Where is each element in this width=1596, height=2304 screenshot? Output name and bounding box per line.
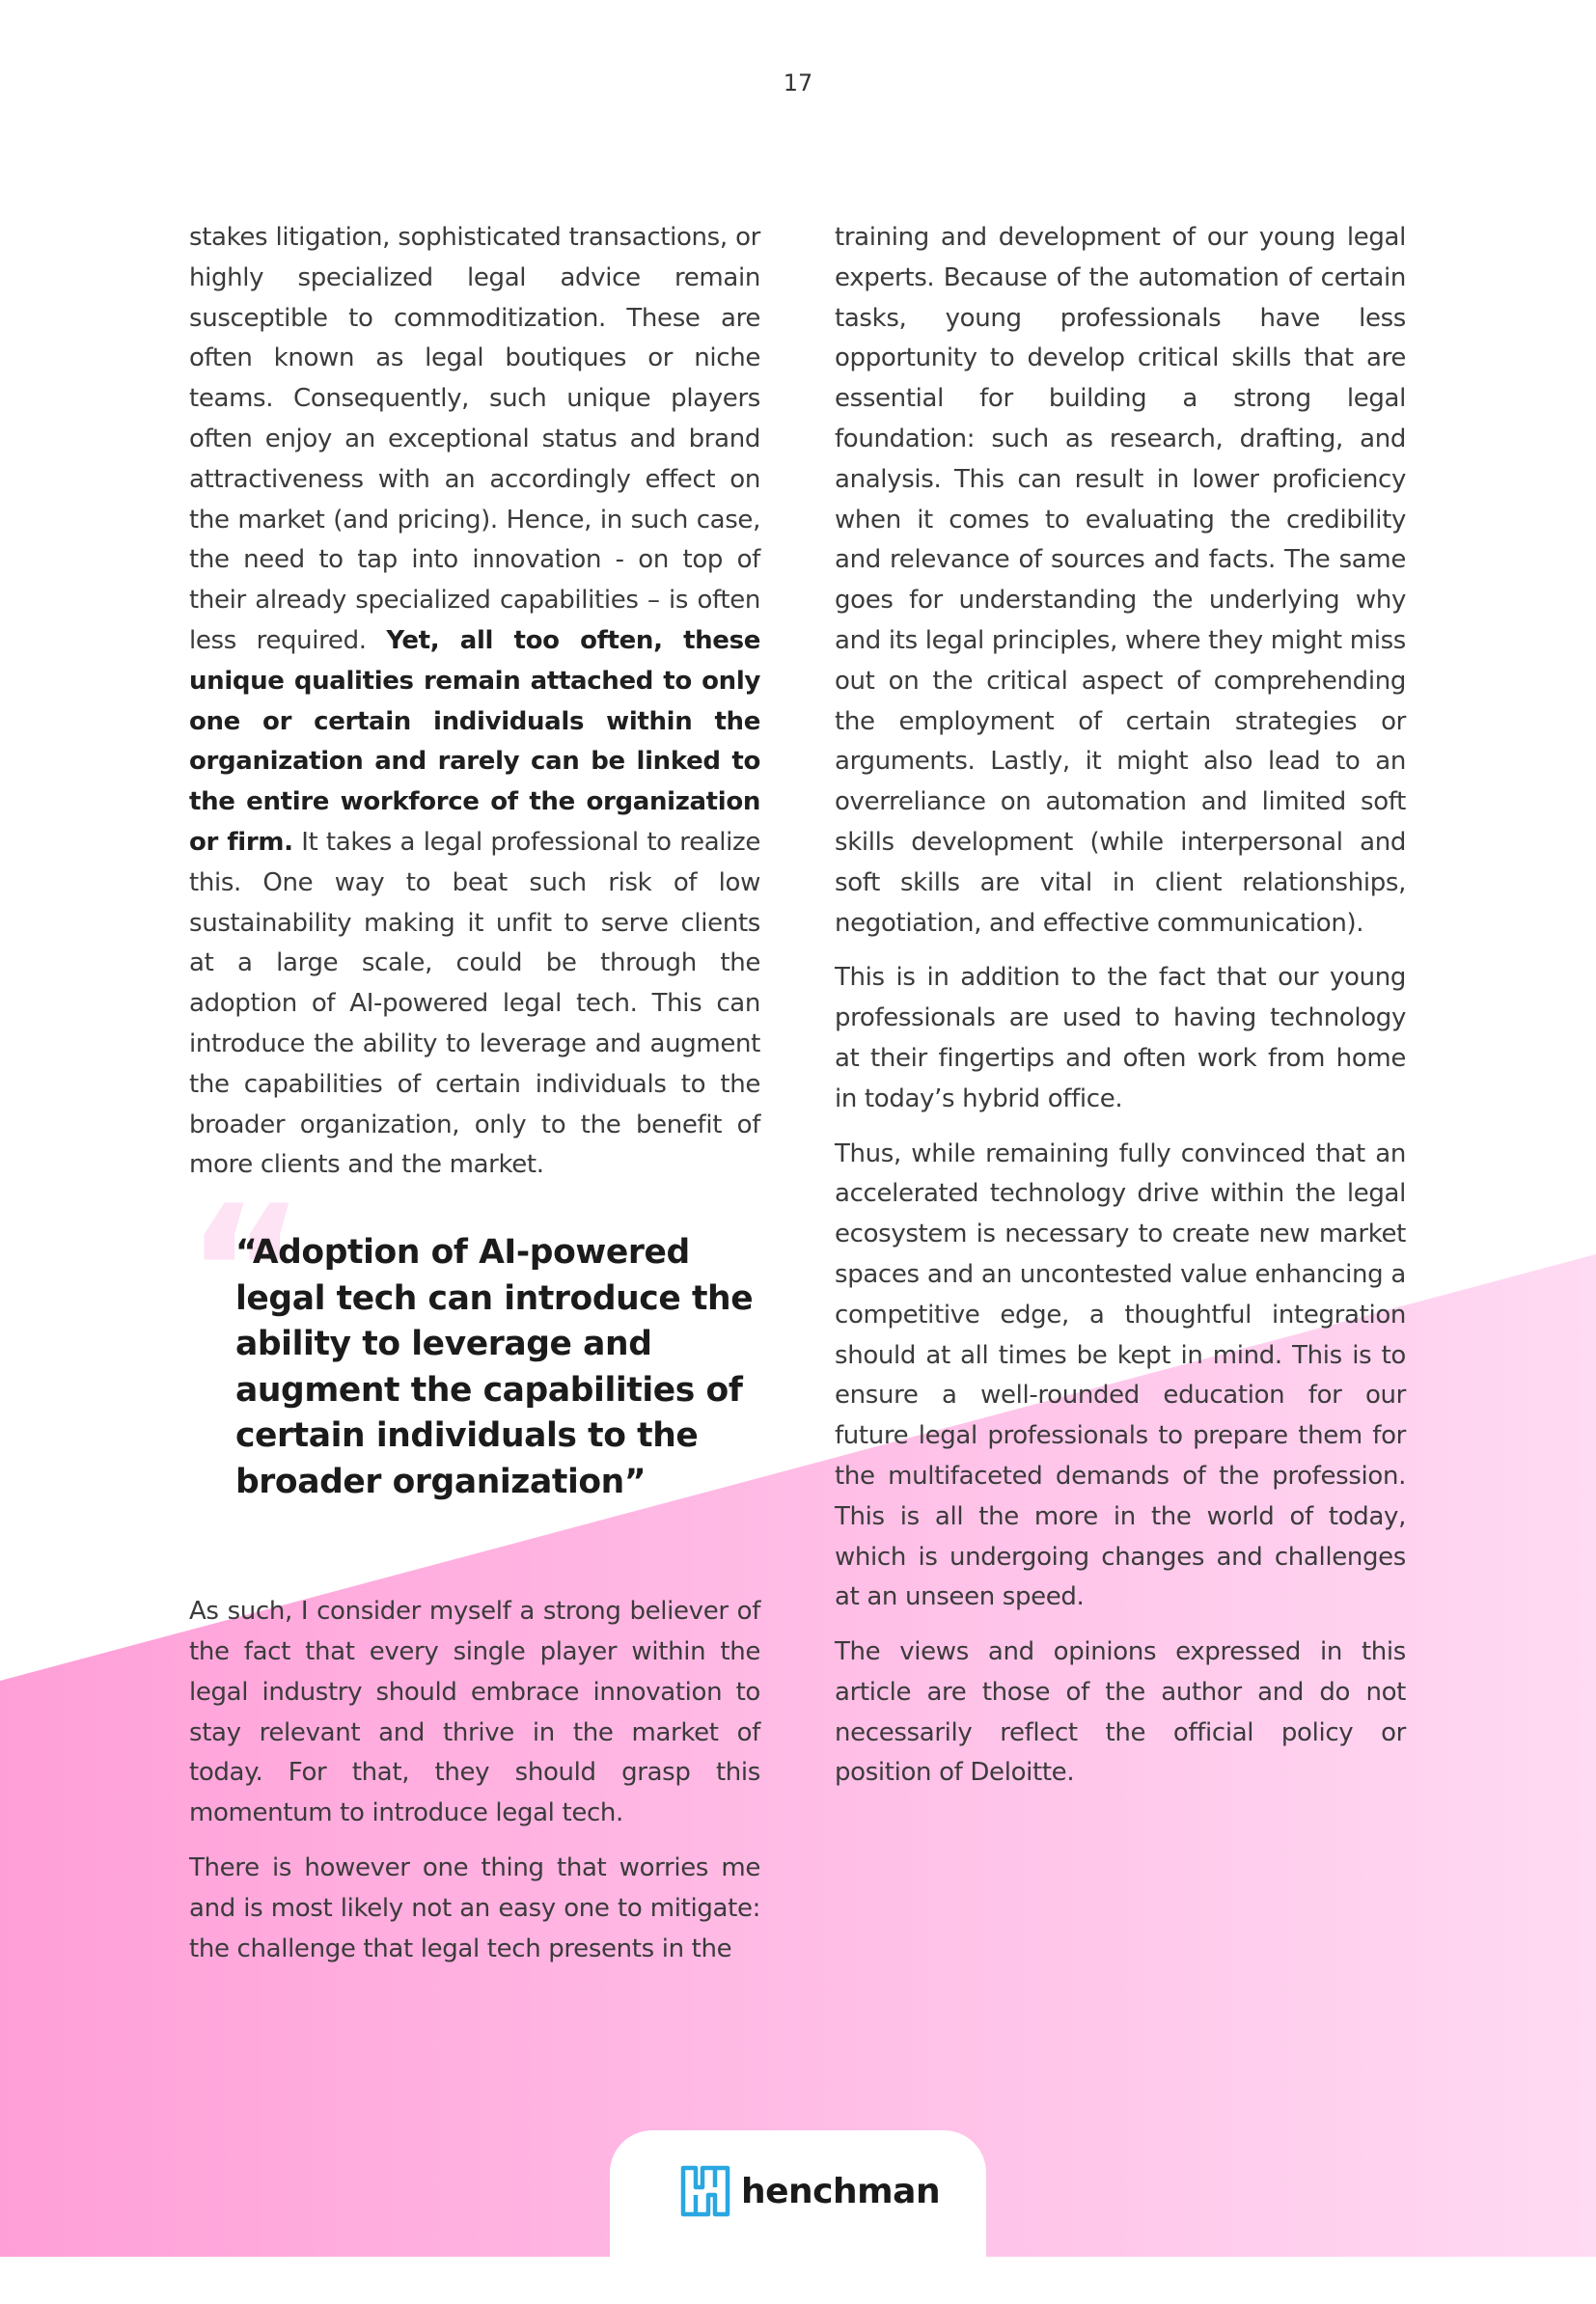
paragraph: The views and opinions expressed in this article are those of the author and do not necessarily reflect the official policy or position of Deloitte. bbox=[835, 1637, 1406, 1788]
paragraph-text: stakes litigation, sophisticated transactions, or highly specialized legal advice remain susceptible to commoditization. These are often known as legal boutiques or niche teams. Consequently, such unique players often enjoy an exceptional status and brand attractiveness with an accordingly effect on the market (and pricing). Hence, in such case, the need to tap into innovation - on top of their already specialized capabilities – is often less required. bbox=[189, 223, 760, 655]
emphasized-text: Yet, all too often, these unique qualities remain attached to only one or certain individuals within the organization and rarely can be linked to the entire workforce of the organization or firm. bbox=[189, 625, 760, 857]
left-column bbox=[185, 218, 760, 1984]
paragraph: This is in addition to the fact that our young professionals are used to having technology at their fingertips and often work from home in today’s hybrid office. bbox=[835, 963, 1406, 1113]
paragraph: training and development of our young legal experts. Because of the automation of certain tasks, young professionals have less opportunity to develop critical skills that are essential for building a strong legal foundation: such as research, drafting, and analysis. This can result in lower proficiency when it comes to evaluating the credibility and relevance of sources and facts. The same goes for understanding the underlying why and its legal principles, where they might miss out on the critical aspect of comprehending the employment of certain strategies or arguments. Lastly, it might also lead to an overreliance on automation and limited soft skills development (while interpersonal and soft skills are vital in client relationships, negotiation, and effective communication). bbox=[835, 223, 1406, 938]
quote-mark-icon: “ bbox=[185, 1166, 287, 1381]
paragraph: Thus, while remaining fully convinced that an accelerated technology drive within the legal ecosystem is necessary to create new market spaces and an uncontested value enhancing a competitive edge, a thoughtful integration should at all times be kept in mind. This is to ensure a well-rounded education for our future legal professionals to prepare them for the multifaceted demands of the profession. This is all the more in the world of today, which is undergoing changes and challenges at an unseen speed. bbox=[835, 1138, 1406, 1612]
pull-quote-text: “Adoption of AI-powered legal tech can introduce the ability to leverage and augment the capabilities of certain individuals to the broader organization” bbox=[235, 1233, 754, 1501]
paragraph bbox=[189, 218, 760, 1186]
paragraph: There is however one thing that worries me and is most likely not an easy one to mitigate: the challenge that legal tech presents in the bbox=[189, 1852, 760, 1963]
right-column bbox=[835, 218, 1406, 1808]
page-number: 17 bbox=[783, 69, 813, 96]
henchman-h-icon bbox=[679, 2164, 731, 2218]
paragraph: As such, I consider myself a strong believer of the fact that every single player within the legal industry should embrace innovation to stay relevant and thrive in the market of today. For that, they should grasp this momentum to introduce legal tech. bbox=[189, 1597, 760, 1828]
paragraph-text: It takes a legal professional to realize this. One way to beat such risk of low sustainability making it unfit to serve clients at a large scale, could be through the adoption of AI-powered legal tech. This can introduce the ability to leverage and augment the capabilities of certain individuals to the broader organization, only to the benefit of more clients and the market. bbox=[189, 827, 760, 1180]
pull-quote bbox=[185, 1166, 760, 1505]
logo-wordmark: henchman bbox=[741, 2171, 941, 2211]
henchman-logo bbox=[679, 2163, 940, 2219]
